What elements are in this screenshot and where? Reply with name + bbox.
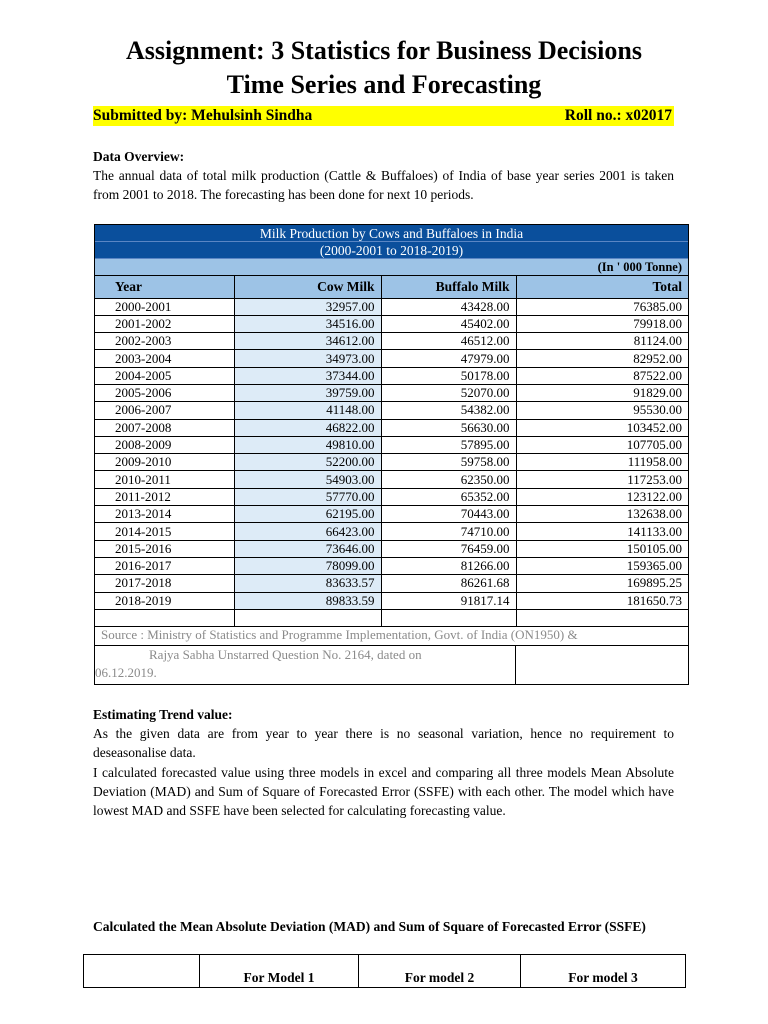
- table-row: [95, 436, 688, 453]
- table-row: [95, 419, 688, 436]
- cell-cow-milk: 66423.00: [234, 523, 381, 540]
- cell-total: 81124.00: [516, 333, 688, 350]
- cell-total: 76385.00: [516, 298, 688, 315]
- cell-year: 2009-2010: [95, 454, 234, 471]
- overview-text: The annual data of total milk production (Cattle & Buffaloes) of India of base year series 2001 is taken from 2001 to 2018. The forecasting has been done for next 10 periods.: [93, 168, 674, 202]
- cell-cow-milk: 41148.00: [234, 402, 381, 419]
- cell-year: 2008-2009: [95, 436, 234, 453]
- cell-cow-milk: 73646.00: [234, 540, 381, 557]
- cell-year: 2017-2018: [95, 575, 234, 592]
- cell-cow-milk: 39759.00: [234, 384, 381, 401]
- cell-year: 2005-2006: [95, 384, 234, 401]
- cell-buffalo-milk: 86261.68: [381, 575, 516, 592]
- cell-total: 117253.00: [516, 471, 688, 488]
- source-continuation: [95, 646, 688, 684]
- cell-buffalo-milk: 74710.00: [381, 523, 516, 540]
- table-header-row: [95, 276, 688, 298]
- cell-year: 2001-2002: [95, 315, 234, 332]
- cell-year: 2010-2011: [95, 471, 234, 488]
- source-line-3: 06.12.2019.: [95, 664, 157, 680]
- cell-total: 107705.00: [516, 436, 688, 453]
- cell-cow-milk: 83633.57: [234, 575, 381, 592]
- mad-col-model-2: For model 2: [359, 955, 521, 988]
- cell-cow-milk: 34516.00: [234, 315, 381, 332]
- cell-total: 169895.25: [516, 575, 688, 592]
- cell-buffalo-milk: 59758.00: [381, 454, 516, 471]
- table-row: [95, 333, 688, 350]
- cell-buffalo-milk: 50178.00: [381, 367, 516, 384]
- table-row: [95, 488, 688, 505]
- overview-heading: Data Overview:: [93, 149, 185, 164]
- cell-cow-milk: 62195.00: [234, 506, 381, 523]
- cell-total: 82952.00: [516, 350, 688, 367]
- trend-paragraph-2: I calculated forecasted value using three models in excel and comparing all three models Mean Absolute Deviation (MAD) and Sum of Square of Forecasted Error (SSFE) with each other. The model which have lowest MAD and SSFE have been selected for calculating forecasting value.: [93, 765, 674, 818]
- col-header-total: Total: [516, 276, 688, 298]
- table-row: [95, 540, 688, 557]
- cell-cow-milk: 49810.00: [234, 436, 381, 453]
- cell-cow-milk: 54903.00: [234, 471, 381, 488]
- cell-buffalo-milk: 57895.00: [381, 436, 516, 453]
- mad-header-row: [84, 955, 686, 988]
- cell-buffalo-milk: 45402.00: [381, 315, 516, 332]
- cell-year: 2015-2016: [95, 540, 234, 557]
- table-row: [95, 523, 688, 540]
- table-row: [95, 350, 688, 367]
- cell-total: 132638.00: [516, 506, 688, 523]
- cell-cow-milk: 57770.00: [234, 488, 381, 505]
- table-row: [95, 384, 688, 401]
- cell-cow-milk: 46822.00: [234, 419, 381, 436]
- cell-buffalo-milk: 56630.00: [381, 419, 516, 436]
- table-row: [95, 592, 688, 609]
- table-row: [95, 575, 688, 592]
- cell-total: 95530.00: [516, 402, 688, 419]
- table-subtitle: (2000-2001 to 2018-2019): [95, 242, 688, 259]
- trend-heading: Estimating Trend value:: [93, 707, 233, 722]
- col-header-cow-milk: Cow Milk: [234, 276, 381, 298]
- cell-year: 2004-2005: [95, 367, 234, 384]
- cell-year: 2003-2004: [95, 350, 234, 367]
- cell-total: 159365.00: [516, 557, 688, 574]
- cell-cow-milk: 32957.00: [234, 298, 381, 315]
- cell-year: 2007-2008: [95, 419, 234, 436]
- cell-buffalo-milk: 76459.00: [381, 540, 516, 557]
- table-row: [95, 454, 688, 471]
- cell-buffalo-milk: 91817.14: [381, 592, 516, 609]
- cell-year: 2014-2015: [95, 523, 234, 540]
- cell-buffalo-milk: 81266.00: [381, 557, 516, 574]
- cell-buffalo-milk: 62350.00: [381, 471, 516, 488]
- cell-year: 2016-2017: [95, 557, 234, 574]
- submitted-by: Submitted by: Mehulsinh Sindha: [93, 107, 313, 124]
- cell-year: 2000-2001: [95, 298, 234, 315]
- table-title: Milk Production by Cows and Buffaloes in India: [95, 225, 688, 242]
- source-line-2: Rajya Sabha Unstarred Question No. 2164, dated on: [149, 646, 422, 662]
- cell-buffalo-milk: 70443.00: [381, 506, 516, 523]
- table-row: [95, 557, 688, 574]
- cell-cow-milk: 89833.59: [234, 592, 381, 609]
- cell-buffalo-milk: 54382.00: [381, 402, 516, 419]
- cell-buffalo-milk: 46512.00: [381, 333, 516, 350]
- cell-total: 87522.00: [516, 367, 688, 384]
- cell-total: 123122.00: [516, 488, 688, 505]
- mad-col-model-1: For Model 1: [200, 955, 359, 988]
- submission-bar: [93, 106, 674, 126]
- cell-cow-milk: 78099.00: [234, 557, 381, 574]
- cell-year: 2013-2014: [95, 506, 234, 523]
- table-row: [95, 506, 688, 523]
- cell-cow-milk: 34612.00: [234, 333, 381, 350]
- cell-year: 2011-2012: [95, 488, 234, 505]
- cell-buffalo-milk: 47979.00: [381, 350, 516, 367]
- cell-total: 181650.73: [516, 592, 688, 609]
- mad-heading: Calculated the Mean Absolute Deviation (MAD) and Sum of Square of Forecasted Error (SSFE): [93, 919, 646, 934]
- cell-total: 150105.00: [516, 540, 688, 557]
- cell-total: 141133.00: [516, 523, 688, 540]
- mad-col-model-3: For model 3: [521, 955, 686, 988]
- cell-buffalo-milk: 65352.00: [381, 488, 516, 505]
- cell-cow-milk: 52200.00: [234, 454, 381, 471]
- cell-buffalo-milk: 43428.00: [381, 298, 516, 315]
- cell-buffalo-milk: 52070.00: [381, 384, 516, 401]
- source-line: Source : Ministry of Statistics and Programme Implementation, Govt. of India (ON1950) &: [95, 627, 688, 646]
- col-header-buffalo-milk: Buffalo Milk: [381, 276, 516, 298]
- cell-cow-milk: 34973.00: [234, 350, 381, 367]
- cell-year: 2002-2003: [95, 333, 234, 350]
- table-row: [95, 367, 688, 384]
- col-header-year: Year: [95, 276, 234, 298]
- cell-cow-milk: 37344.00: [234, 367, 381, 384]
- mad-ssfe-table: [83, 954, 686, 988]
- cell-year: 2018-2019: [95, 592, 234, 609]
- mad-col-blank: [84, 955, 200, 988]
- cell-total: 111958.00: [516, 454, 688, 471]
- document-subtitle: Time Series and Forecasting: [226, 70, 542, 99]
- table-unit: (In ' 000 Tonne): [95, 259, 688, 276]
- cell-year: 2006-2007: [95, 402, 234, 419]
- document-title: Assignment: 3 Statistics for Business Decisions: [126, 36, 642, 65]
- cell-total: 103452.00: [516, 419, 688, 436]
- table-body: [95, 298, 688, 609]
- table-row-empty: [95, 609, 688, 626]
- table-row: [95, 315, 688, 332]
- roll-number: Roll no.: x02017: [564, 107, 672, 124]
- table-row: [95, 402, 688, 419]
- trend-paragraph-1: As the given data are from year to year there is no seasonal variation, hence no requirement to deseasonalise data.: [93, 726, 674, 760]
- table-row: [95, 471, 688, 488]
- cell-total: 91829.00: [516, 384, 688, 401]
- table-row: [95, 298, 688, 315]
- milk-production-table: [94, 224, 689, 685]
- cell-total: 79918.00: [516, 315, 688, 332]
